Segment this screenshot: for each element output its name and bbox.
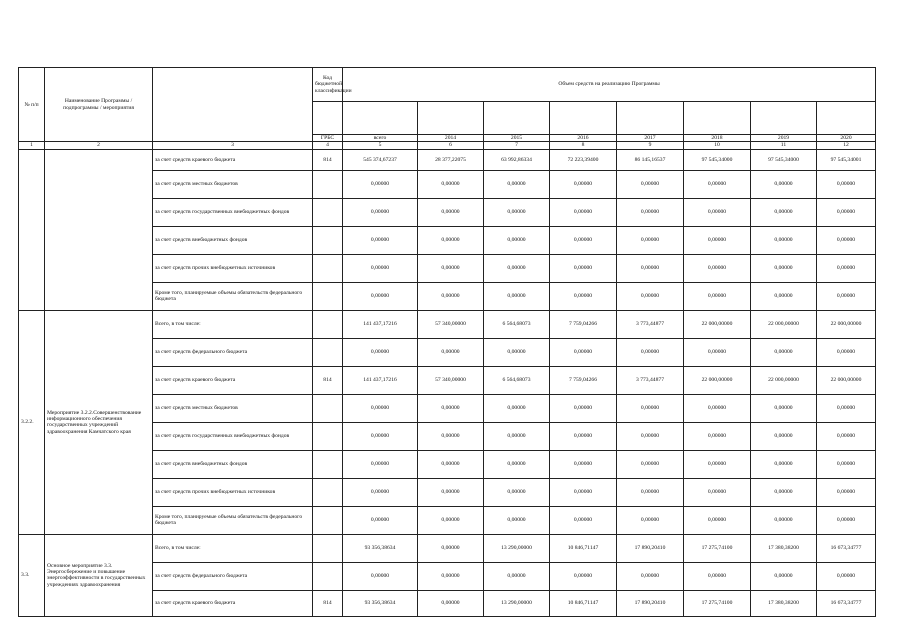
table-row	[19, 149, 876, 170]
amount-cell: 22 000,00000	[684, 310, 751, 338]
amount-cell: 0,00000	[617, 198, 684, 226]
amount-cell: 28 377,22075	[418, 149, 484, 170]
amount-cell: 0,00000	[684, 450, 751, 478]
amount-cell: 93 356,38634	[343, 534, 418, 562]
amount-cell: 141 437,17216	[343, 310, 418, 338]
amount-cell: 0,00000	[484, 170, 550, 198]
header-blank	[343, 102, 418, 135]
header-blank	[751, 102, 817, 135]
amount-cell: 0,00000	[617, 338, 684, 366]
header-name: Наименование Программы / подпрограммы / мероприятия	[45, 68, 153, 142]
amount-cell: 0,00000	[418, 506, 484, 534]
amount-cell: 0,00000	[684, 562, 751, 590]
amount-cell: 0,00000	[617, 394, 684, 422]
amount-cell: 0,00000	[817, 254, 876, 282]
amount-cell: 0,00000	[817, 450, 876, 478]
amount-cell: 0,00000	[550, 254, 617, 282]
funding-source-label: за счет средств федерального бюджета	[153, 338, 313, 366]
amount-cell: 0,00000	[684, 198, 751, 226]
amount-cell: 0,00000	[418, 562, 484, 590]
row-number: 3.2.2.	[19, 310, 45, 534]
funding-source-label: Всего, в том числе:	[153, 310, 313, 338]
funding-source-label: за счет средств местных бюджетов	[153, 394, 313, 422]
amount-cell: 0,00000	[617, 226, 684, 254]
funding-source-label: за счет средств краевого бюджета	[153, 366, 313, 394]
header-year: 2020	[817, 135, 876, 142]
amount-cell: 0,00000	[484, 198, 550, 226]
funding-source-label: за счет средств прочих внебюджетных источников	[153, 254, 313, 282]
header-code-blank	[313, 102, 343, 135]
amount-cell: 0,00000	[684, 170, 751, 198]
amount-cell: 6 564,68073	[484, 310, 550, 338]
amount-cell: 97 545,34001	[817, 149, 876, 170]
amount-cell: 0,00000	[418, 226, 484, 254]
amount-cell: 0,00000	[484, 282, 550, 310]
amount-cell: 0,00000	[343, 562, 418, 590]
header-blank	[418, 102, 484, 135]
amount-cell: 0,00000	[817, 422, 876, 450]
amount-cell: 0,00000	[684, 338, 751, 366]
amount-cell: 0,00000	[617, 478, 684, 506]
header-year: 2019	[751, 135, 817, 142]
grbs-code	[313, 170, 343, 198]
amount-cell: 0,00000	[751, 562, 817, 590]
amount-cell: 0,00000	[617, 422, 684, 450]
amount-cell: 0,00000	[684, 226, 751, 254]
column-number: 5	[343, 142, 418, 149]
amount-cell: 0,00000	[751, 254, 817, 282]
amount-cell: 22 000,00000	[751, 366, 817, 394]
funding-source-label: за счет средств прочих внебюджетных источников	[153, 478, 313, 506]
amount-cell: 0,00000	[684, 394, 751, 422]
funding-source-label: за счет средств внебюджетных фондов	[153, 226, 313, 254]
table-row	[19, 534, 876, 562]
amount-cell: 0,00000	[751, 338, 817, 366]
column-number: 2	[45, 142, 153, 149]
amount-cell: 0,00000	[484, 226, 550, 254]
header-year: всего	[343, 135, 418, 142]
header-blank	[684, 102, 751, 135]
amount-cell: 13 290,00000	[484, 590, 550, 616]
header-year: 2015	[484, 135, 550, 142]
header-blank	[550, 102, 617, 135]
row-number: 3.3.	[19, 534, 45, 616]
amount-cell: 0,00000	[617, 450, 684, 478]
amount-cell: 0,00000	[550, 450, 617, 478]
amount-cell: 0,00000	[343, 226, 418, 254]
amount-cell: 0,00000	[751, 506, 817, 534]
amount-cell: 0,00000	[684, 422, 751, 450]
amount-cell: 97 545,34000	[751, 149, 817, 170]
amount-cell: 0,00000	[751, 478, 817, 506]
amount-cell: 0,00000	[484, 254, 550, 282]
amount-cell: 0,00000	[550, 562, 617, 590]
amount-cell: 0,00000	[484, 422, 550, 450]
amount-cell: 0,00000	[684, 254, 751, 282]
amount-cell: 0,00000	[751, 198, 817, 226]
amount-cell: 7 759,04266	[550, 310, 617, 338]
amount-cell: 0,00000	[484, 562, 550, 590]
amount-cell: 0,00000	[343, 478, 418, 506]
amount-cell: 0,00000	[484, 450, 550, 478]
grbs-code	[313, 310, 343, 338]
amount-cell: 7 759,04266	[550, 366, 617, 394]
amount-cell: 0,00000	[418, 338, 484, 366]
funding-source-label: за счет средств краевого бюджета	[153, 149, 313, 170]
amount-cell: 0,00000	[817, 562, 876, 590]
amount-cell: 17 275,74100	[684, 590, 751, 616]
amount-cell: 0,00000	[418, 282, 484, 310]
amount-cell: 0,00000	[343, 422, 418, 450]
funding-source-label: Кроме того, планируемые объемы обязательств федерального бюджета	[153, 282, 313, 310]
amount-cell: 0,00000	[550, 506, 617, 534]
amount-cell: 141 437,17216	[343, 366, 418, 394]
amount-cell: 0,00000	[684, 282, 751, 310]
amount-cell: 0,00000	[817, 506, 876, 534]
amount-cell: 72 223,39400	[550, 149, 617, 170]
column-number: 4	[313, 142, 343, 149]
amount-cell: 0,00000	[684, 478, 751, 506]
amount-cell: 0,00000	[817, 338, 876, 366]
grbs-code	[313, 562, 343, 590]
header-year: 2017	[617, 135, 684, 142]
grbs-code: 814	[313, 149, 343, 170]
amount-cell: 0,00000	[418, 394, 484, 422]
amount-cell: 22 000,00000	[817, 310, 876, 338]
amount-cell: 0,00000	[617, 170, 684, 198]
amount-cell: 0,00000	[817, 478, 876, 506]
amount-cell: 0,00000	[550, 282, 617, 310]
grbs-code	[313, 478, 343, 506]
amount-cell: 0,00000	[550, 338, 617, 366]
header-blank	[484, 102, 550, 135]
table-row	[19, 310, 876, 338]
amount-cell: 17 890,20410	[617, 590, 684, 616]
row-number	[19, 149, 45, 310]
grbs-code	[313, 422, 343, 450]
header-grbs: ГРБС	[313, 135, 343, 142]
amount-cell: 0,00000	[550, 170, 617, 198]
amount-cell: 0,00000	[343, 506, 418, 534]
amount-cell: 0,00000	[484, 478, 550, 506]
header-code: Код бюджетной классификации	[313, 68, 343, 102]
header-blank	[817, 102, 876, 135]
column-number: 8	[550, 142, 617, 149]
grbs-code	[313, 282, 343, 310]
amount-cell: 0,00000	[484, 394, 550, 422]
column-number: 1	[19, 142, 45, 149]
amount-cell: 0,00000	[343, 282, 418, 310]
grbs-code: 814	[313, 366, 343, 394]
amount-cell: 0,00000	[550, 394, 617, 422]
amount-cell: 0,00000	[418, 590, 484, 616]
amount-cell: 545 374,67237	[343, 149, 418, 170]
amount-cell: 10 846,71147	[550, 534, 617, 562]
grbs-code	[313, 450, 343, 478]
column-number: 6	[418, 142, 484, 149]
amount-cell: 0,00000	[817, 198, 876, 226]
amount-cell: 0,00000	[817, 282, 876, 310]
amount-cell: 0,00000	[343, 170, 418, 198]
funding-source-label: за счет средств внебюджетных фондов	[153, 450, 313, 478]
amount-cell: 0,00000	[343, 394, 418, 422]
header-year: 2014	[418, 135, 484, 142]
amount-cell: 0,00000	[751, 450, 817, 478]
amount-cell: 0,00000	[617, 506, 684, 534]
amount-cell: 0,00000	[684, 506, 751, 534]
amount-cell: 0,00000	[550, 422, 617, 450]
amount-cell: 0,00000	[418, 254, 484, 282]
amount-cell: 57 340,00000	[418, 366, 484, 394]
funding-source-label: за счет средств федерального бюджета	[153, 562, 313, 590]
amount-cell: 0,00000	[550, 226, 617, 254]
amount-cell: 0,00000	[418, 198, 484, 226]
amount-cell: 0,00000	[617, 282, 684, 310]
amount-cell: 3 773,44877	[617, 310, 684, 338]
header-empty	[153, 68, 313, 142]
grbs-code	[313, 254, 343, 282]
amount-cell: 17 380,38200	[751, 534, 817, 562]
amount-cell: 10 846,71147	[550, 590, 617, 616]
amount-cell: 17 380,38200	[751, 590, 817, 616]
amount-cell: 0,00000	[817, 226, 876, 254]
grbs-code	[313, 394, 343, 422]
amount-cell: 0,00000	[751, 170, 817, 198]
funding-source-label: за счет средств краевого бюджета	[153, 590, 313, 616]
amount-cell: 16 673,34777	[817, 590, 876, 616]
amount-cell: 17 275,74100	[684, 534, 751, 562]
grbs-code	[313, 534, 343, 562]
amount-cell: 0,00000	[751, 394, 817, 422]
amount-cell: 0,00000	[418, 534, 484, 562]
amount-cell: 97 545,34000	[684, 149, 751, 170]
amount-cell: 3 773,44877	[617, 366, 684, 394]
amount-cell: 0,00000	[418, 478, 484, 506]
header-blank	[617, 102, 684, 135]
amount-cell: 0,00000	[418, 422, 484, 450]
header-nn: № п/п	[19, 68, 45, 142]
measure-name: Основное мероприятие 3.3. Энергосбережение и повышение энергоэффективности в государственных учреждениях здравоохранения	[45, 534, 153, 616]
header-volume: Объем средств на реализацию Программы	[343, 68, 876, 102]
amount-cell: 0,00000	[484, 506, 550, 534]
amount-cell: 13 290,00000	[484, 534, 550, 562]
amount-cell: 0,00000	[343, 198, 418, 226]
funding-source-label: за счет средств местных бюджетов	[153, 170, 313, 198]
column-number: 3	[153, 142, 313, 149]
column-number-row	[19, 142, 876, 149]
amount-cell: 0,00000	[617, 254, 684, 282]
amount-cell: 0,00000	[751, 226, 817, 254]
amount-cell: 0,00000	[617, 562, 684, 590]
header-year: 2018	[684, 135, 751, 142]
funding-source-label: Всего, в том числе:	[153, 534, 313, 562]
amount-cell: 0,00000	[343, 254, 418, 282]
amount-cell: 0,00000	[484, 338, 550, 366]
amount-cell: 0,00000	[343, 338, 418, 366]
header-year: 2016	[550, 135, 617, 142]
funding-source-label: за счет средств государственных внебюджетных фондов	[153, 198, 313, 226]
grbs-code	[313, 506, 343, 534]
funding-source-label: Кроме того, планируемые объемы обязательств федерального бюджета	[153, 506, 313, 534]
amount-cell: 0,00000	[343, 450, 418, 478]
grbs-code	[313, 198, 343, 226]
column-number: 10	[684, 142, 751, 149]
column-number: 11	[751, 142, 817, 149]
grbs-code	[313, 226, 343, 254]
grbs-code: 814	[313, 590, 343, 616]
amount-cell: 0,00000	[817, 170, 876, 198]
amount-cell: 17 890,20410	[617, 534, 684, 562]
amount-cell: 0,00000	[751, 422, 817, 450]
amount-cell: 0,00000	[550, 478, 617, 506]
column-number: 9	[617, 142, 684, 149]
amount-cell: 22 000,00000	[817, 366, 876, 394]
amount-cell: 0,00000	[550, 198, 617, 226]
amount-cell: 22 000,00000	[751, 310, 817, 338]
amount-cell: 0,00000	[751, 282, 817, 310]
funding-source-label: за счет средств государственных внебюджетных фондов	[153, 422, 313, 450]
amount-cell: 63 992,86334	[484, 149, 550, 170]
amount-cell: 16 673,34777	[817, 534, 876, 562]
amount-cell: 0,00000	[817, 394, 876, 422]
column-number: 12	[817, 142, 876, 149]
amount-cell: 6 564,68073	[484, 366, 550, 394]
amount-cell: 86 145,16537	[617, 149, 684, 170]
amount-cell: 0,00000	[418, 450, 484, 478]
amount-cell: 0,00000	[418, 170, 484, 198]
amount-cell: 22 000,00000	[684, 366, 751, 394]
measure-name: Мероприятие 3.2.2.Совершенствование информационного обеспечения государственных учреждений здравоохранения Камчатского края	[45, 310, 153, 534]
grbs-code	[313, 338, 343, 366]
column-number: 7	[484, 142, 550, 149]
budget-table	[18, 67, 876, 617]
measure-name	[45, 149, 153, 310]
amount-cell: 93 356,38634	[343, 590, 418, 616]
amount-cell: 57 340,00000	[418, 310, 484, 338]
